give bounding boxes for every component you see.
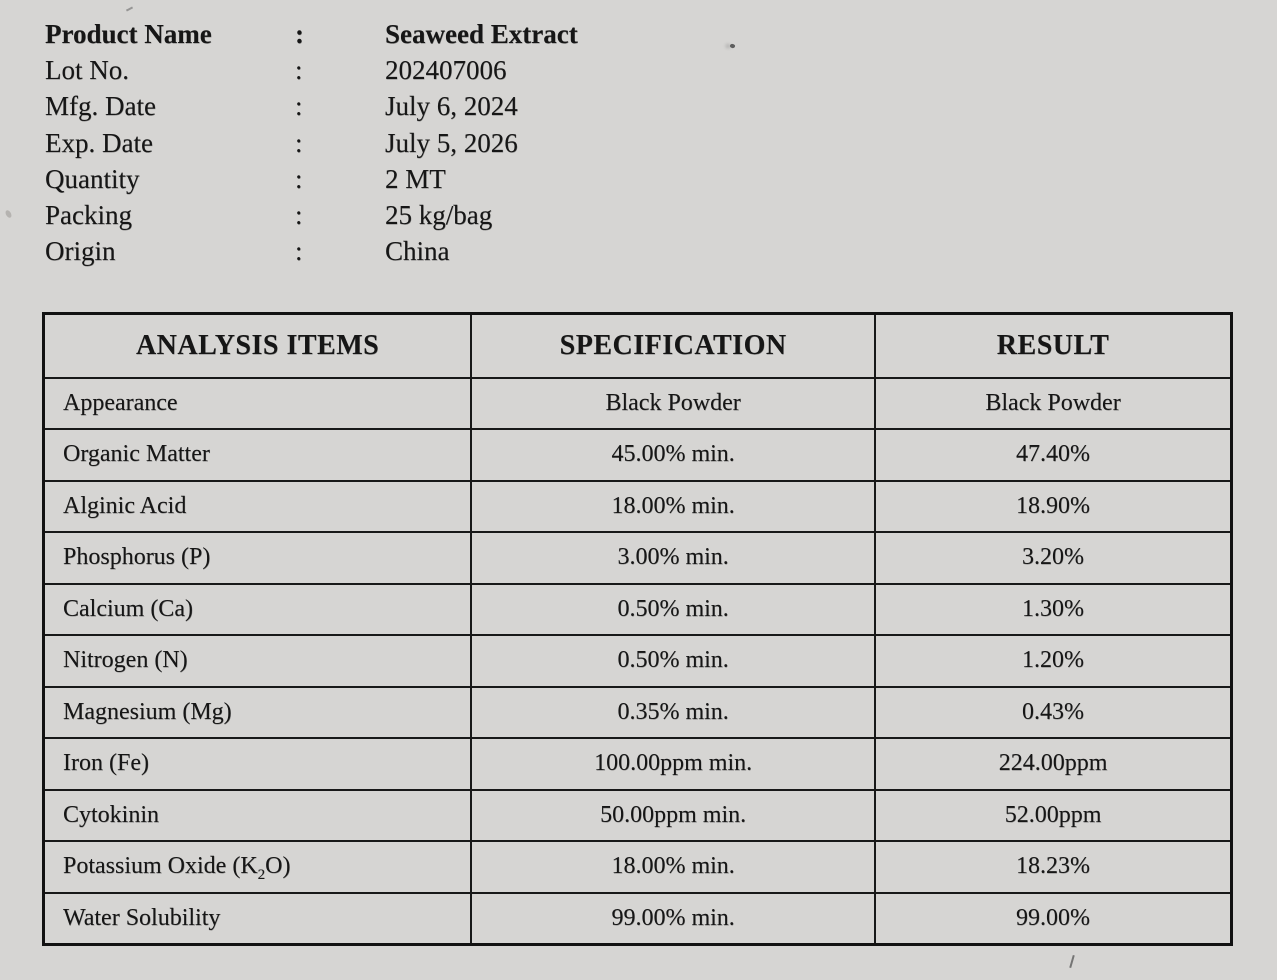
result-cell: 1.30% — [875, 584, 1231, 636]
result-cell: 1.20% — [875, 635, 1231, 687]
analysis-table-body — [44, 378, 1232, 945]
spec-cell: 18.00% min. — [471, 481, 875, 533]
spec-cell: 0.35% min. — [471, 687, 875, 739]
field-value: China — [385, 236, 450, 267]
scan-artifact — [1069, 955, 1075, 968]
spec-cell: 18.00% min. — [471, 841, 875, 893]
spec-cell: 0.50% min. — [471, 584, 875, 636]
item-cell: Appearance — [44, 378, 472, 430]
field-colon: : — [295, 127, 303, 158]
item-cell: Organic Matter — [44, 429, 472, 481]
spec-cell: 45.00% min. — [471, 429, 875, 481]
field-colon: : — [295, 200, 303, 231]
product-info-block — [45, 16, 745, 269]
table-row — [44, 378, 1232, 430]
result-cell: 224.00ppm — [875, 738, 1231, 790]
table-row — [44, 790, 1232, 842]
result-cell: 18.90% — [875, 481, 1231, 533]
item-subscript: 2 — [257, 867, 266, 884]
field-value: July 6, 2024 — [385, 91, 518, 122]
field-value: 25 kg/bag — [385, 200, 493, 231]
analysis-table — [42, 312, 1233, 946]
item-cell: Iron (Fe) — [44, 738, 472, 790]
table-row — [44, 893, 1232, 945]
item-text: Potassium Oxide (K — [63, 853, 258, 880]
field-product-name — [45, 16, 745, 52]
result-cell: 47.40% — [875, 429, 1231, 481]
result-cell: Black Powder — [875, 378, 1231, 430]
scan-artifact — [4, 209, 12, 218]
spec-cell: 50.00ppm min. — [471, 790, 875, 842]
result-cell: 99.00% — [875, 893, 1231, 945]
table-row — [44, 481, 1232, 533]
field-label: Quantity — [45, 163, 140, 194]
field-label: Origin — [45, 236, 116, 267]
item-cell: Magnesium (Mg) — [44, 687, 472, 739]
table-row — [44, 584, 1232, 636]
table-row — [44, 738, 1232, 790]
analysis-table-header — [44, 314, 1232, 378]
table-row — [44, 635, 1232, 687]
field-label: Mfg. Date — [45, 91, 156, 122]
field-value: 202407006 — [385, 55, 507, 86]
table-row — [44, 687, 1232, 739]
result-cell: 18.23% — [875, 841, 1231, 893]
field-lot-no — [45, 52, 745, 88]
spec-cell: 100.00ppm min. — [471, 738, 875, 790]
field-mfg-date — [45, 88, 745, 124]
item-cell: Alginic Acid — [44, 481, 472, 533]
item-cell: Water Solubility — [44, 893, 472, 945]
field-packing — [45, 197, 745, 233]
item-cell: Phosphorus (P) — [44, 532, 472, 584]
result-cell: 3.20% — [875, 532, 1231, 584]
spec-cell: Black Powder — [471, 378, 875, 430]
table-row — [44, 532, 1232, 584]
field-colon: : — [295, 91, 303, 122]
field-origin — [45, 233, 745, 269]
header-row — [44, 314, 1232, 378]
column-header-specification: SPECIFICATION — [471, 314, 875, 378]
item-cell: Calcium (Ca) — [44, 584, 472, 636]
scan-artifact — [126, 6, 133, 11]
field-label: Exp. Date — [45, 127, 153, 158]
field-quantity — [45, 161, 745, 197]
column-header-analysis-items: ANALYSIS ITEMS — [44, 314, 472, 378]
column-header-result: RESULT — [875, 314, 1231, 378]
table-row — [44, 841, 1232, 893]
spec-cell: 99.00% min. — [471, 893, 875, 945]
field-colon: : — [295, 163, 303, 194]
field-label: Product Name — [45, 19, 212, 49]
field-exp-date — [45, 125, 745, 161]
field-value: July 5, 2026 — [385, 127, 518, 158]
table-row — [44, 429, 1232, 481]
result-cell: 0.43% — [875, 687, 1231, 739]
field-colon: : — [295, 19, 304, 49]
result-cell: 52.00ppm — [875, 790, 1231, 842]
item-text: O) — [265, 853, 291, 880]
item-cell: Nitrogen (N) — [44, 635, 472, 687]
field-colon: : — [295, 55, 303, 86]
field-label: Lot No. — [45, 55, 129, 86]
spec-cell: 0.50% min. — [471, 635, 875, 687]
field-value: 2 MT — [385, 163, 446, 194]
spec-cell: 3.00% min. — [471, 532, 875, 584]
field-label: Packing — [45, 200, 132, 231]
item-cell: Cytokinin — [44, 790, 472, 842]
field-value: Seaweed Extract — [385, 19, 578, 49]
field-colon: : — [295, 236, 303, 267]
item-cell — [44, 841, 472, 893]
